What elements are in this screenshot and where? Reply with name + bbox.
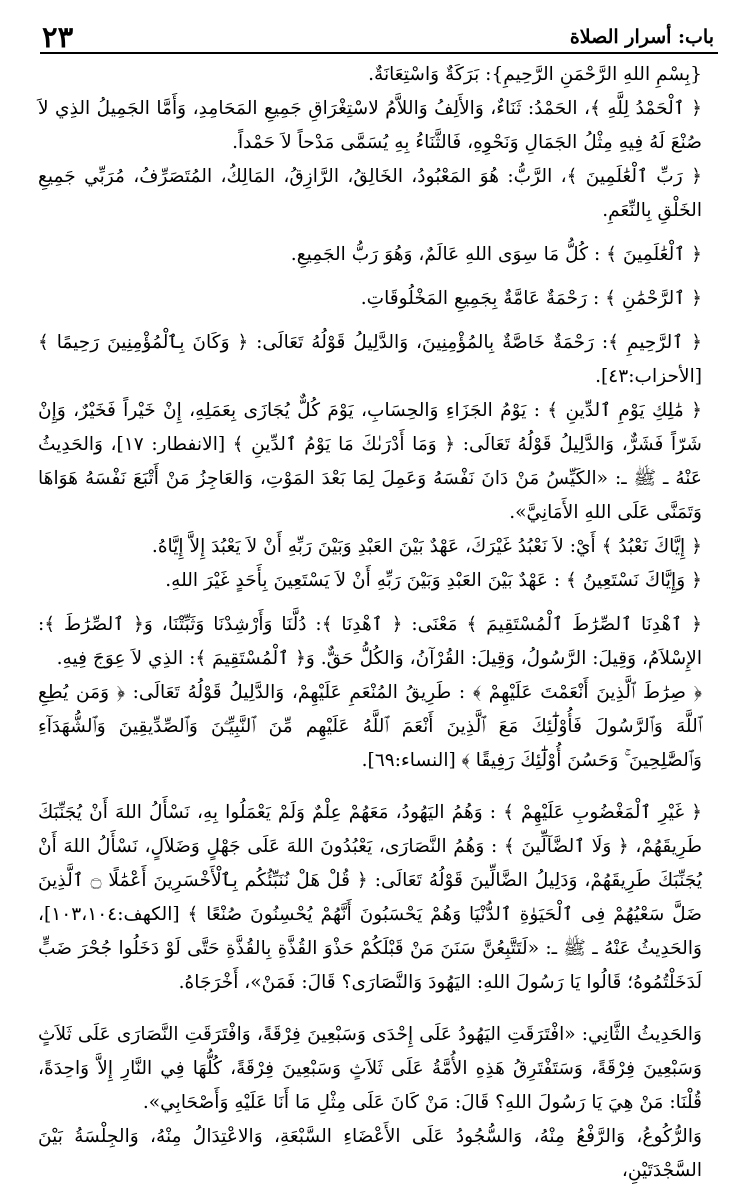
paragraph-iyyaka-nabudu: ﴿ إِيَّاكَ نَعْبُدُ ﴾ أَيْ: لاَ نَعْبُدُ غَيْرَكَ، عَهْدٌ بَيْنَ العَبْدِ وَبَيْنَ رَبِّهِ أَنْ لاَ يَعْبُدَ إِلاَّ إِيَّاهُ.	[151, 536, 702, 557]
page-header	[40, 20, 718, 54]
paragraph-alhamd: ﴿ ٱلْحَمْدُ لِلَّهِ ﴾، الحَمْدُ: ثَنَاءٌ، وَالأَلِفُ وَاللاَّمُ لاسْتِغْرَاقِ جَمِيعِ المَحَامِدِ، وَأَمَّا الجَمِيلُ الذِي لاَ صُنْعَ لَهُ فِيهِ مِثْلُ الجَمَالِ وَنَحْوِهِ، فَالثَّنَاءُ بِهِ يُسَمَّى مَدْحاً لاَ حَمْداً.	[38, 98, 702, 153]
chapter-title: باب: أسرار الصلاة	[569, 26, 714, 48]
paragraph-rabb: ﴿ رَبِّ ٱلْعَٰلَمِينَ ﴾، الرَّبُّ: هُوَ المَعْبُودُ، الخَالِقُ، الرَّازِقُ، المَالِكُ، المُتَصَرِّفُ، مُرَبِّي جَمِيعِ الخَلْقِ بِالنِّعَمِ.	[38, 166, 702, 221]
paragraph-rukoo: وَالرُّكُوعُ، وَالرَّفْعُ مِنْهُ، وَالسُّجُودُ عَلَى الأَعْضَاءِ السَّبْعَةِ، وَالاعْتِدَالُ مِنْهُ، وَالجِلْسَةُ بَيْنَ السَّجْدَتَيْنِ،	[38, 1126, 702, 1181]
paragraph-iyyaka-nastain: ﴿ وَإِيَّاكَ نَسْتَعِينُ ﴾ : عَهْدٌ بَيْنَ العَبْدِ وَبَيْنَ رَبِّهِ أَنْ لاَ يَسْتَعِينَ بِأَحَدٍ غَيْرَ اللهِ.	[165, 570, 702, 591]
page-number: ٢٣	[42, 20, 74, 54]
paragraph-alamin: ﴿ ٱلْعَٰلَمِينَ ﴾ : كُلُّ مَا سِوَى اللهِ عَالَمٌ، وَهُوَ رَبُّ الجَمِيعِ.	[290, 244, 702, 265]
paragraph-malik: ﴿ مَٰلِكِ يَوْمِ ٱلدِّينِ ﴾ : يَوْمُ الجَزَاءِ وَالحِسَابِ، يَوْمَ كُلٌّ يُجَازَى بِعَمَلِهِ، إِنْ خَيْراً فَخَيْرٌ، وَإِنْ شَرّاً فَشَرٌّ، وَالدَّلِيلُ قَوْلُهُ تَعَالَى: ﴿ وَمَا أَدْرَىٰكَ مَا يَوْمُ ٱلدِّينِ ﴾ [الانفطار: ١٧]، وَالحَدِيثُ عَنْهُ ـ ﷺ ـ: «الكَيِّسُ مَنْ دَانَ نَفْسَهُ وَعَمِلَ لِمَا بَعْدَ المَوْتِ، وَالعَاجِزُ مَنْ أَتْبَعَ نَفْسَهُ هَوَاهَا وَتَمَنَّى عَلَى اللهِ الأَمَانِيَّ».	[38, 400, 702, 523]
paragraph-ihdina: ﴿ ٱهْدِنَا ٱلصِّرَٰطَ ٱلْمُسْتَقِيمَ ﴾ مَعْنَى: ﴿ ٱهْدِنَا ﴾: دُلَّنَا وَأَرْشِدْنَا وَثَبِّتْنَا، وَ﴿ ٱلصِّرَٰطَ ﴾: الإِسْلاَمُ، وَقِيلَ: الرَّسُولُ، وَقِيلَ: القُرْآنُ، وَالكُلُّ حَقٌّ. وَ﴿ ٱلْمُسْتَقِيمَ ﴾: الذِي لاَ عِوَجَ فِيهِ.	[38, 614, 702, 669]
paragraph-basmala: {بِسْمِ اللهِ الرَّحْمَنِ الرَّحِيمِ}: بَرَكَةٌ وَاسْتِعَانَةٌ.	[368, 64, 702, 85]
paragraph-rahim: ﴿ ٱلرَّحِيمِ ﴾: رَحْمَةٌ خَاصَّةٌ بِالمُؤْمِنِينَ، وَالدَّلِيلُ قَوْلُهُ تَعَالَى: ﴿ وَكَانَ بِٱلْمُؤْمِنِينَ رَحِيمًا ﴾ [الأحزاب:٤٣].	[38, 332, 702, 387]
paragraph-hadith-two: وَالحَدِيثُ الثَّانِي: «افْتَرَقَتِ اليَهُودُ عَلَى إِحْدَى وَسَبْعِينَ فِرْقَةً، وَافْتَرَقَتِ النَّصَارَى عَلَى ثَلاَثٍ وَسَبْعِينَ فِرْقَةً، وَسَتَفْتَرِقُ هَذِهِ الأُمَّةُ عَلَى ثَلاَثٍ وَسَبْعِينَ فِرْقَةً، كُلُّهَا فِي النَّارِ إِلاَّ وَاحِدَةً، قُلْنَا: مَنْ هِيَ يَا رَسُولَ اللهِ؟ قَالَ: مَنْ كَانَ عَلَى مِثْلِ مَا أَنَا عَلَيْهِ وَأَصْحَابِي».	[38, 1024, 702, 1113]
paragraph-rahman: ﴿ ٱلرَّحْمَٰنِ ﴾ : رَحْمَةٌ عَامَّةٌ بِجَمِيعِ المَخْلُوقَاتِ.	[360, 288, 702, 309]
page-body	[38, 58, 718, 1188]
paragraph-sirat: ﴿ صِرَٰطَ ٱلَّذِينَ أَنْعَمْتَ عَلَيْهِمْ ﴾ : طَرِيقُ المُنْعَمِ عَلَيْهِمْ، وَالدَّلِيلُ قَوْلُهُ تَعَالَى: ﴿ وَمَن يُطِعِ ٱللَّهَ وَٱلرَّسُولَ فَأُوْلَٰٓئِكَ مَعَ ٱلَّذِينَ أَنْعَمَ ٱللَّهُ عَلَيْهِم مِّنَ ٱلنَّبِيِّـۧنَ وَٱلصِّدِّيقِينَ وَٱلشُّهَدَآءِ وَٱلصَّٰلِحِينَ ۚ وَحَسُنَ أُوْلَٰٓئِكَ رَفِيقًا ﴾ [النساء:٦٩].	[38, 682, 702, 771]
paragraph-maghdub: ﴿ غَيْرِ ٱلْمَغْضُوبِ عَلَيْهِمْ ﴾ : وَهُمُ اليَهُودُ، مَعَهُمْ عِلْمٌ وَلَمْ يَعْمَلُوا بِهِ، نَسْأَلُ اللهَ أَنْ يُجَنِّبَكَ طَرِيقَهُمْ، ﴿ وَلَا ٱلضَّآلِّينَ ﴾ : وَهُمُ النَّصَارَى، يَعْبُدُونَ اللهَ عَلَى جَهْلٍ وَضَلاَلٍ، نَسْأَلُ اللهَ أَنْ يُجَنِّبَكَ طَرِيقَهُمْ، وَدَلِيلُ الضَّالِّينَ قَوْلُهُ تَعَالَى: ﴿ قُلْ هَلْ نُنَبِّئُكُم بِٱلْأَخْسَرِينَ أَعْمَٰلًا ۝ ٱلَّذِينَ ضَلَّ سَعْيُهُمْ فِى ٱلْحَيَوٰةِ ٱلدُّنْيَا وَهُمْ يَحْسَبُونَ أَنَّهُمْ يُحْسِنُونَ صُنْعًا ﴾ [الكهف:١٠٣،١٠٤]، وَالحَدِيثُ عَنْهُ ـ ﷺ ـ: «لَتَتَّبِعُنَّ سَنَنَ مَنْ قَبْلَكُمْ حَذْوَ القُذَّةِ بِالقُذَّةِ حَتَّى لَوْ دَخَلُوا جُحْرَ ضَبٍّ لَدَخَلْتُمُوهُ؛ قَالُوا يَا رَسُولَ اللهِ: اليَهُودَ وَالنَّصَارَى؟ قَالَ: فَمَنْ»، أَخْرَجَاهُ.	[38, 802, 703, 993]
